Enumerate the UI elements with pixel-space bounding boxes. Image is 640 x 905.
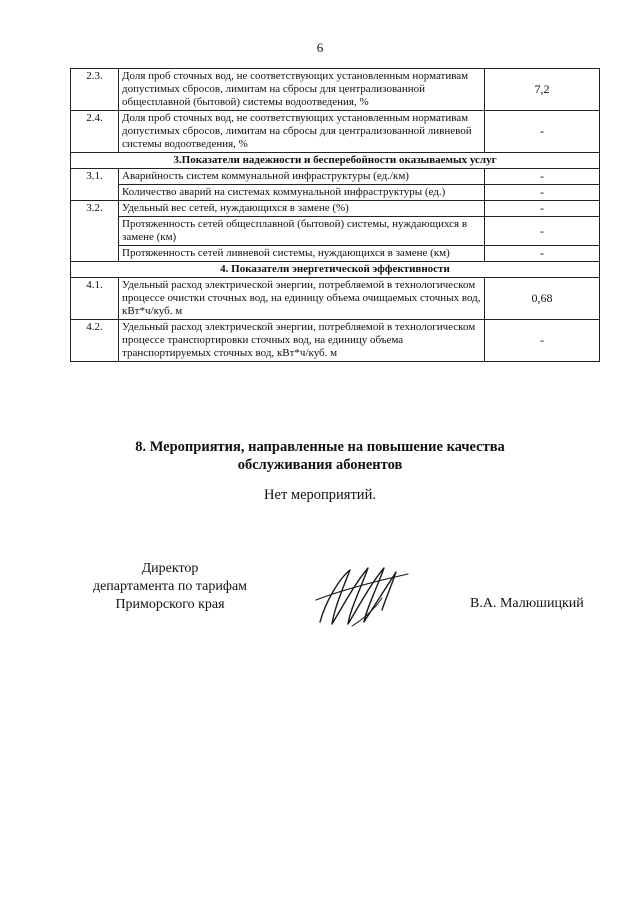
row-number: 3.2. [71, 201, 119, 217]
table-row [71, 201, 600, 217]
row-text: Доля проб сточных вод, не соответствующих установленным нормативам допустимых сбросов, лимитам на сбросы для централизованной ливневой системы водоотведения, % [119, 111, 485, 153]
row-text: Удельный расход электрической энергии, потребляемой в технологическом процессе транспортировки сточных вод, на единицу объема транспортируемых сточных вод, кВт*ч/куб. м [119, 320, 485, 362]
section-row [71, 153, 600, 169]
row-number: 2.3. [71, 69, 119, 111]
table-row [71, 169, 600, 185]
row-value: - [485, 320, 600, 362]
table-row [71, 217, 600, 246]
signatory-title-line3: Приморского края [115, 597, 225, 612]
signatory-name: В.А. Малюшицкий [470, 596, 584, 611]
row-number [71, 185, 119, 201]
row-text: Удельный вес сетей, нуждающихся в замене (%) [119, 201, 485, 217]
row-value: - [485, 169, 600, 185]
row-value: - [485, 217, 600, 246]
indicators-table [70, 68, 600, 362]
table-row [71, 111, 600, 153]
section-row [71, 262, 600, 278]
section-8-heading [80, 438, 560, 474]
section-8-heading-line1: 8. Мероприятия, направленные на повышение качества [135, 439, 505, 455]
row-number: 3.1. [71, 169, 119, 185]
signatory-title [55, 560, 285, 614]
row-text: Протяженность сетей общесплавной (бытовой) системы, нуждающихся в замене (км) [119, 217, 485, 246]
row-text: Количество аварий на системах коммунальной инфраструктуры (ед.) [119, 185, 485, 201]
row-value: 0,68 [485, 278, 600, 320]
page-number: 6 [316, 40, 324, 55]
section-8-body: Нет мероприятий. [264, 487, 376, 503]
section-title: 3.Показатели надежности и бесперебойности оказываемых услуг [71, 153, 600, 169]
table-row [71, 278, 600, 320]
section-title: 4. Показатели энергетической эффективности [71, 262, 600, 278]
row-text: Доля проб сточных вод, не соответствующих установленным нормативам допустимых сбросов, лимитам на сбросы для централизованной общесплавной (бытовой) системы водоотведения, % [119, 69, 485, 111]
row-text: Аварийность систем коммунальной инфраструктуры (ед./км) [119, 169, 485, 185]
table-row [71, 69, 600, 111]
row-value: - [485, 246, 600, 262]
table-row [71, 185, 600, 201]
table-row [71, 320, 600, 362]
table-row [71, 246, 600, 262]
row-value: - [485, 185, 600, 201]
row-text: Удельный расход электрической энергии, потребляемой в технологическом процессе очистки сточных вод, на единицу объема очищаемых сточных вод, кВт*ч/куб. м [119, 278, 485, 320]
row-value: - [485, 201, 600, 217]
row-number [71, 217, 119, 246]
section-8-heading-line2: обслуживания абонентов [237, 457, 403, 473]
row-number: 4.1. [71, 278, 119, 320]
row-number: 2.4. [71, 111, 119, 153]
row-number: 4.2. [71, 320, 119, 362]
signatory-title-line1: Директор [141, 561, 199, 576]
row-text: Протяженность сетей ливневой системы, нуждающихся в замене (км) [119, 246, 485, 262]
signatory-title-line2: департамента по тарифам [92, 579, 248, 594]
handwritten-signature [312, 560, 412, 630]
row-value: 7,2 [485, 69, 600, 111]
row-number [71, 246, 119, 262]
row-value: - [485, 111, 600, 153]
